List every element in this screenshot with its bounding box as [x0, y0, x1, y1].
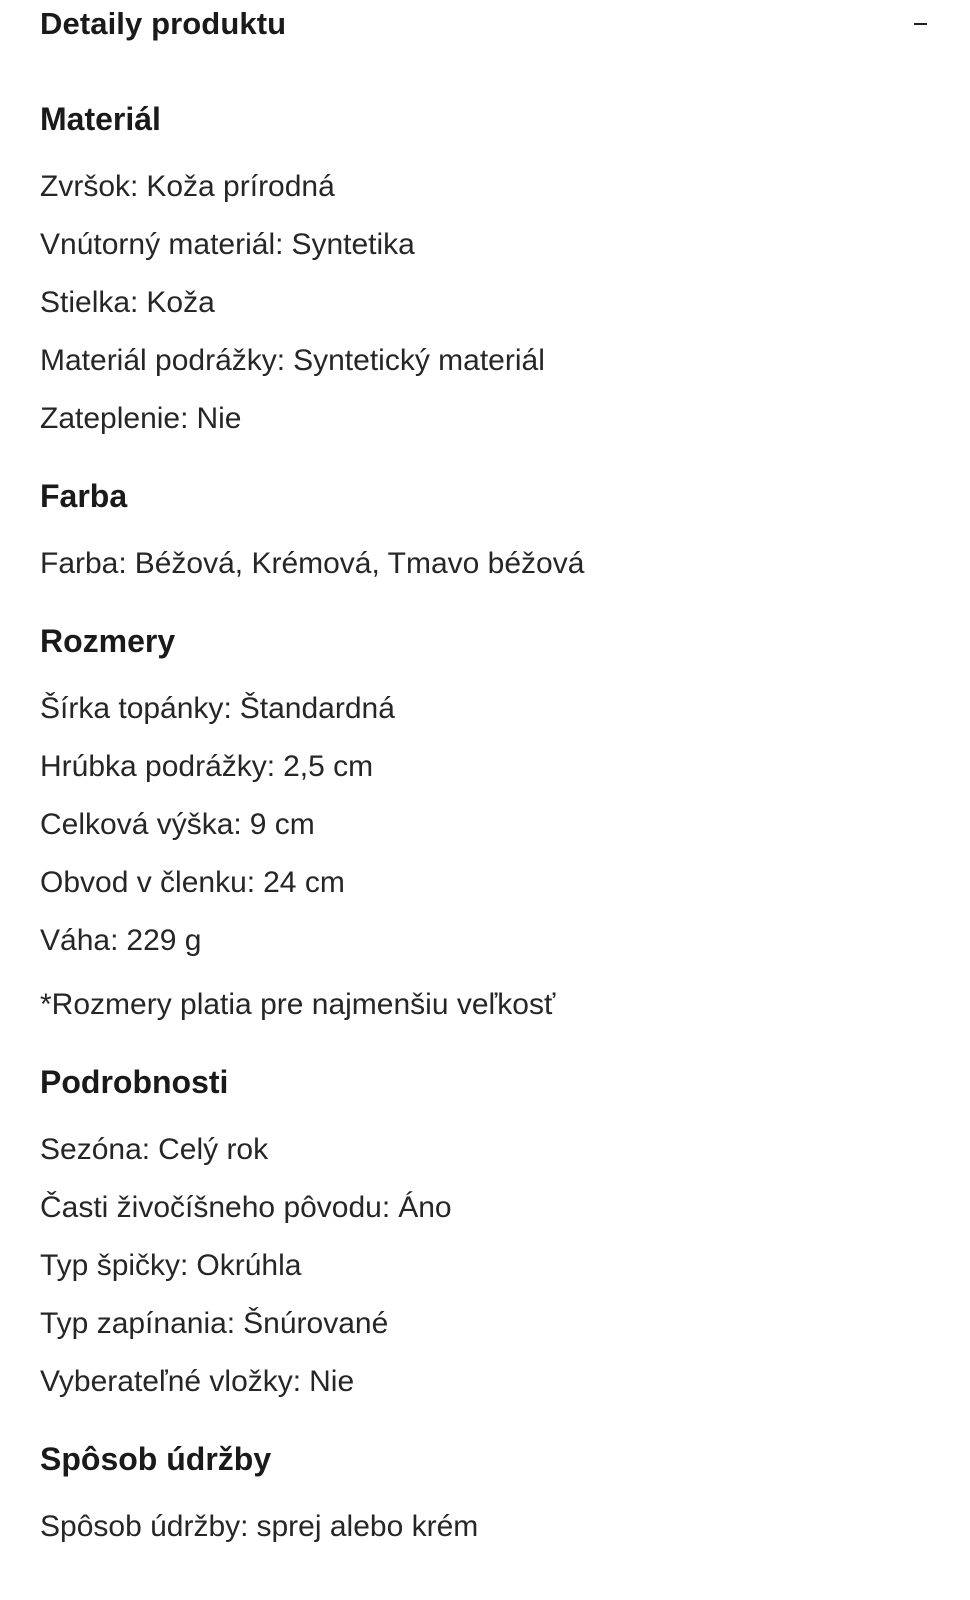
property-value: sprej alebo krém [256, 1510, 479, 1543]
property-row [40, 226, 930, 263]
property-value: 2,5 cm [283, 750, 374, 783]
label-separator: : [180, 1249, 189, 1282]
property-list [40, 168, 930, 437]
property-row [40, 400, 930, 437]
property-value: Syntetický materiál [293, 344, 545, 377]
property-value: Béžová, Krémová, Tmavo béžová [134, 547, 585, 580]
property-row [40, 864, 930, 901]
property-value: Koža prírodná [146, 170, 335, 203]
label-separator: : [130, 286, 139, 319]
section-material [40, 100, 930, 437]
minus-icon [914, 23, 927, 25]
property-value: Nie [309, 1365, 355, 1398]
property-row [40, 690, 930, 727]
label-separator: : [275, 228, 284, 261]
property-label: Spôsob údržby [40, 1510, 241, 1543]
label-separator: : [292, 1365, 302, 1398]
label-separator: : [141, 1133, 151, 1166]
dimensions-note: *Rozmery platia pre najmenšiu veľkosť [40, 988, 556, 1021]
section-title: Spôsob údržby [40, 1441, 272, 1477]
property-value: Áno [398, 1191, 452, 1224]
label-separator: : [130, 170, 139, 203]
property-label: Materiál podrážky [40, 344, 277, 377]
label-separator: : [118, 547, 127, 580]
property-list [40, 545, 930, 582]
label-separator: : [266, 750, 276, 783]
label-separator: : [223, 692, 232, 725]
property-label: Časti živočíšneho pôvodu [40, 1191, 382, 1224]
property-value: Šnúrované [243, 1307, 389, 1340]
property-row [40, 806, 930, 843]
property-value: Štandardná [239, 692, 395, 725]
label-separator: : [246, 866, 256, 899]
property-label: Zvršok [40, 170, 130, 203]
property-label: Obvod v členku [40, 866, 247, 899]
property-row [40, 1363, 930, 1400]
property-row [40, 1247, 930, 1284]
label-separator: : [226, 1307, 236, 1340]
property-label: Hrúbka podrážky [40, 750, 267, 783]
property-value: Syntetika [291, 228, 415, 261]
property-label: Farba [40, 547, 119, 580]
property-label: Typ špičky [40, 1249, 181, 1282]
property-value: Koža [146, 286, 215, 319]
property-label: Sezóna [40, 1133, 142, 1166]
property-value: Nie [196, 402, 242, 435]
property-row [40, 1131, 930, 1168]
property-label: Celková výška [40, 808, 234, 841]
property-label: Vnútorný materiál [40, 228, 276, 261]
property-row [40, 168, 930, 205]
property-list [40, 1508, 930, 1545]
label-separator: : [240, 1510, 249, 1543]
property-row [40, 748, 930, 785]
property-row [40, 1508, 930, 1545]
property-label: Typ zapínania [40, 1307, 227, 1340]
section-details [40, 1063, 930, 1400]
property-value: 229 g [126, 924, 202, 957]
section-care [40, 1440, 930, 1545]
property-row [40, 342, 930, 379]
label-separator: : [381, 1191, 391, 1224]
property-value: 24 cm [263, 866, 345, 899]
property-value: 9 cm [249, 808, 315, 841]
property-row [40, 922, 930, 959]
collapse-toggle-button[interactable] [902, 6, 938, 40]
property-label: Stielka [40, 286, 131, 319]
property-list [40, 690, 930, 959]
section-title: Rozmery [40, 623, 176, 659]
section-color [40, 477, 930, 582]
section-dimensions [40, 622, 930, 1023]
details-sections [40, 100, 930, 1545]
property-label: Zateplenie [40, 402, 181, 435]
property-list [40, 1131, 930, 1400]
property-row [40, 1189, 930, 1226]
label-separator: : [110, 924, 119, 957]
property-label: Vyberateľné vložky [40, 1365, 293, 1398]
panel-title: Detaily produktu [40, 6, 287, 41]
property-row [40, 1305, 930, 1342]
property-row [40, 545, 930, 582]
section-title: Farba [40, 478, 128, 514]
panel-header [40, 0, 930, 58]
property-row [40, 284, 930, 321]
label-separator: : [180, 402, 189, 435]
property-label: Šírka topánky [40, 692, 224, 725]
section-title: Materiál [40, 101, 161, 137]
property-label: Váha [40, 924, 111, 957]
label-separator: : [276, 344, 286, 377]
label-separator: : [233, 808, 242, 841]
property-value: Celý rok [158, 1133, 269, 1166]
property-value: Okrúhla [196, 1249, 302, 1282]
section-title: Podrobnosti [40, 1064, 229, 1100]
